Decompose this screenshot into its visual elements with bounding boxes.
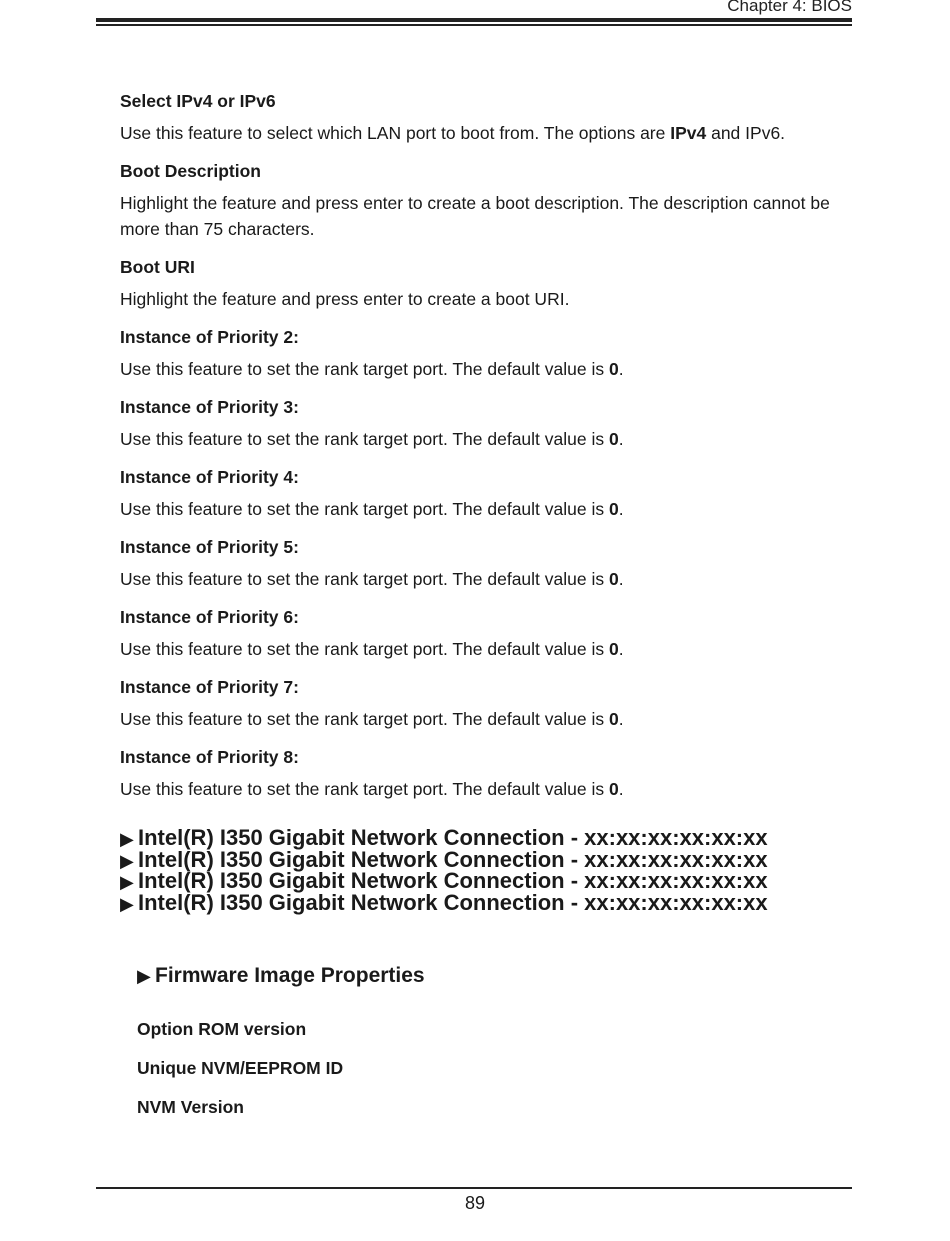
submenu-list [120, 825, 840, 915]
firmware-items [137, 1017, 343, 1134]
arrow-right-icon: ▶ [120, 829, 134, 849]
section-body [120, 566, 855, 592]
firmware-item: Unique NVM/EEPROM ID [137, 1058, 344, 1078]
body-text: Use this feature to set the rank target port. The default value is [120, 429, 609, 449]
body-text: Use this feature to set the rank target port. The default value is [120, 709, 609, 729]
section-heading: Instance of Priority 5: [120, 537, 299, 557]
bold-value: 0 [608, 709, 619, 729]
section-body [120, 496, 855, 522]
section-heading: Boot Description [120, 161, 261, 181]
firmware-heading [137, 964, 425, 988]
section-body [120, 776, 855, 802]
section-body [120, 636, 855, 662]
body-text: Use this feature to select which LAN port to boot from. The options are [120, 123, 671, 143]
firmware-item: Option ROM version [137, 1019, 307, 1039]
body-text: . [618, 569, 624, 589]
section-heading: Instance of Priority 4: [120, 467, 299, 487]
sections-container [120, 89, 855, 815]
section-body [120, 426, 855, 452]
section-heading: Instance of Priority 2: [120, 327, 299, 347]
section-heading: Instance of Priority 8: [120, 747, 299, 767]
body-text: Highlight the feature and press enter to create a boot URI. [120, 289, 570, 309]
chapter-title: Chapter 4: BIOS [727, 0, 852, 15]
body-text: . [618, 779, 624, 799]
header-rule-thin [96, 24, 852, 26]
body-text: Highlight the feature and press enter to create a boot description. The description cannot be more than 75 characters. [120, 193, 830, 239]
arrow-right-icon: ▶ [120, 850, 134, 871]
submenu-label: Intel(R) I350 Gigabit Network Connection - xx:xx:xx:xx:xx:xx [138, 889, 768, 915]
body-text: and IPv6. [706, 123, 786, 143]
body-text: . [618, 499, 624, 519]
section-body [120, 286, 855, 312]
submenu-label: Intel(R) I350 Gigabit Network Connection - xx:xx:xx:xx:xx:xx [138, 846, 768, 872]
section-heading: Instance of Priority 3: [120, 397, 299, 417]
body-text: . [618, 429, 624, 449]
submenu-label: Intel(R) I350 Gigabit Network Connection - xx:xx:xx:xx:xx:xx [138, 825, 768, 850]
firmware-item: NVM Version [137, 1097, 244, 1117]
footer-rule [96, 1187, 852, 1189]
firmware-heading-label: Firmware Image Properties [155, 964, 425, 987]
body-text: . [618, 709, 624, 729]
arrow-right-icon: ▶ [120, 872, 134, 892]
bold-value: 0 [608, 499, 619, 519]
body-text: Use this feature to set the rank target port. The default value is [120, 359, 609, 379]
bold-value: 0 [608, 779, 619, 799]
section-body [120, 190, 855, 242]
body-text: . [618, 639, 624, 659]
bold-value: 0 [608, 569, 619, 589]
section-body [120, 120, 855, 146]
body-text: . [618, 359, 624, 379]
section-heading: Select IPv4 or IPv6 [120, 91, 276, 111]
section-heading: Instance of Priority 6: [120, 607, 299, 627]
submenu-network-connection [120, 889, 840, 915]
bold-value: 0 [608, 359, 619, 379]
body-text: Use this feature to set the rank target port. The default value is [120, 779, 609, 799]
body-text: Use this feature to set the rank target port. The default value is [120, 639, 609, 659]
bold-value: 0 [608, 639, 619, 659]
body-text: Use this feature to set the rank target port. The default value is [120, 569, 609, 589]
section-heading: Boot URI [120, 257, 195, 277]
section-body [120, 706, 855, 732]
bold-value: 0 [608, 429, 619, 449]
page-number: 89 [464, 1193, 486, 1213]
arrow-right-icon: ▶ [120, 893, 134, 914]
body-text: Use this feature to set the rank target port. The default value is [120, 499, 609, 519]
arrow-right-icon: ▶ [137, 966, 151, 986]
section-heading: Instance of Priority 7: [120, 677, 299, 697]
submenu-label: Intel(R) I350 Gigabit Network Connection - xx:xx:xx:xx:xx:xx [138, 868, 768, 893]
bold-value: IPv4 [670, 123, 707, 143]
header-rule-thick [96, 18, 852, 22]
section-body [120, 356, 855, 382]
